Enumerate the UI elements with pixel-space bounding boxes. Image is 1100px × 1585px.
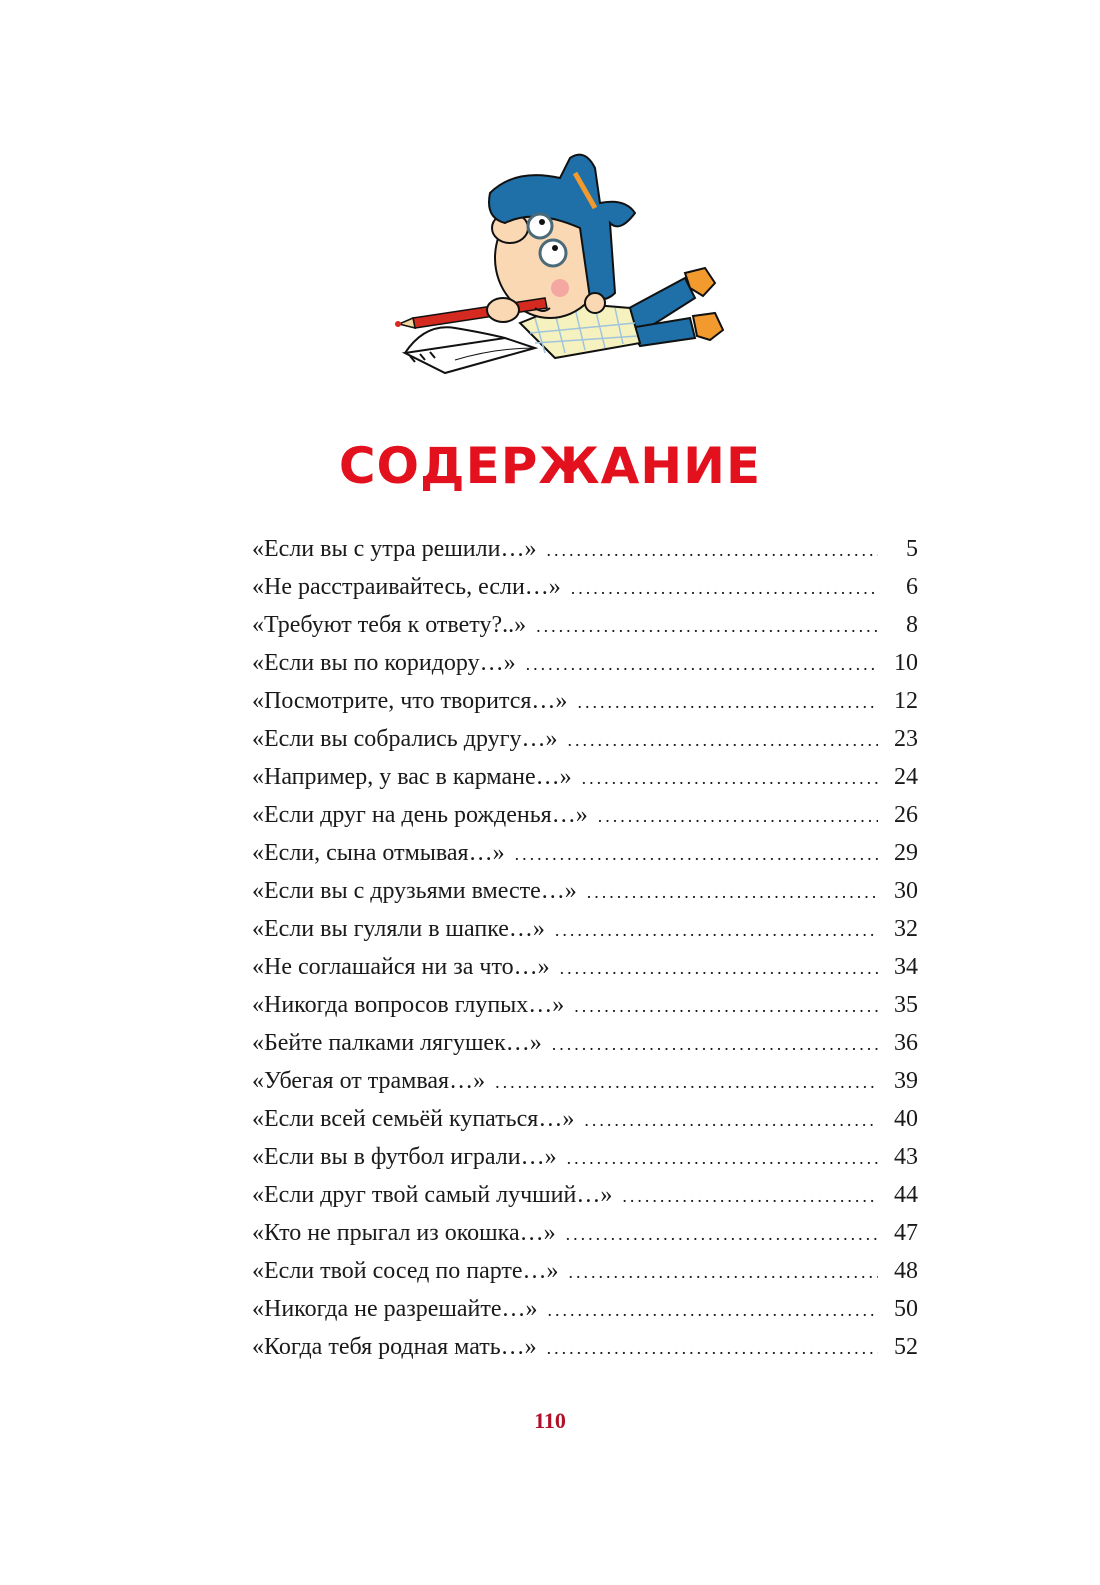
toc-entry-title: «Никогда вопросов глупых…» <box>252 992 565 1018</box>
toc-entry-page: 47 <box>894 1220 918 1246</box>
toc-entry[interactable] <box>252 872 918 910</box>
dot-leader <box>574 987 878 1025</box>
toc-entry-title: «Никогда не разрешайте…» <box>252 1296 538 1322</box>
dot-leader <box>584 1101 878 1139</box>
toc-entry-title: «Если твой сосед по парте…» <box>252 1258 559 1284</box>
toc-entry-page: 30 <box>894 878 918 904</box>
toc-entry-title: «Если вы в футбол играли…» <box>252 1144 557 1170</box>
toc-entry[interactable] <box>252 910 918 948</box>
toc-entry-page: 6 <box>906 574 918 600</box>
toc-entry[interactable] <box>252 986 918 1024</box>
dot-leader <box>571 569 878 607</box>
toc-entry[interactable] <box>252 1214 918 1252</box>
toc-entry-page: 24 <box>894 764 918 790</box>
dot-leader <box>548 1291 878 1329</box>
toc-entry[interactable] <box>252 644 918 682</box>
toc-entry[interactable] <box>252 1024 918 1062</box>
cartoon-boy-writing-icon <box>385 148 735 378</box>
toc-entry-title: «Если вы собрались другу…» <box>252 726 558 752</box>
dot-leader <box>582 759 878 797</box>
toc-entry[interactable] <box>252 606 918 644</box>
toc-entry-page: 23 <box>894 726 918 752</box>
toc-entry[interactable] <box>252 796 918 834</box>
dot-leader <box>555 911 878 949</box>
toc-entry-title: «Если вы гуляли в шапке…» <box>252 916 545 942</box>
table-of-contents <box>252 530 918 1366</box>
toc-entry-page: 32 <box>894 916 918 942</box>
toc-entry[interactable] <box>252 948 918 986</box>
toc-entry[interactable] <box>252 1138 918 1176</box>
page-title: СОДЕРЖАНИЕ <box>338 437 762 495</box>
toc-entry-title: «Если друг твой самый лучший…» <box>252 1182 613 1208</box>
toc-entry[interactable] <box>252 1062 918 1100</box>
toc-entry[interactable] <box>252 1290 918 1328</box>
toc-entry-page: 8 <box>906 612 918 638</box>
dot-leader <box>567 1139 878 1177</box>
toc-entry[interactable] <box>252 1252 918 1290</box>
toc-entry-page: 44 <box>894 1182 918 1208</box>
toc-entry-title: «Требуют тебя к ответу?..» <box>252 612 527 638</box>
dot-leader <box>577 683 878 721</box>
dot-leader <box>560 949 878 987</box>
dot-leader <box>515 835 878 873</box>
toc-entry[interactable] <box>252 1176 918 1214</box>
toc-entry-page: 34 <box>894 954 918 980</box>
toc-entry-title: «Если всей семьёй купаться…» <box>252 1106 575 1132</box>
toc-entry[interactable] <box>252 1100 918 1138</box>
toc-entry[interactable] <box>252 568 918 606</box>
toc-entry-page: 29 <box>894 840 918 866</box>
dot-leader <box>526 645 878 683</box>
toc-entry-page: 12 <box>894 688 918 714</box>
toc-entry-page: 39 <box>894 1068 918 1094</box>
dot-leader <box>569 1253 878 1291</box>
dot-leader <box>536 607 878 645</box>
toc-entry-title: «Если друг на день рожденья…» <box>252 802 588 828</box>
toc-entry[interactable] <box>252 834 918 872</box>
dot-leader <box>587 873 878 911</box>
dot-leader <box>495 1063 878 1101</box>
dot-leader <box>547 1329 878 1367</box>
toc-entry-title: «Если вы по коридору…» <box>252 650 516 676</box>
toc-entry[interactable] <box>252 530 918 568</box>
toc-entry-page: 35 <box>894 992 918 1018</box>
toc-entry-page: 40 <box>894 1106 918 1132</box>
toc-entry-page: 5 <box>906 536 918 562</box>
toc-entry-title: «Убегая от трамвая…» <box>252 1068 486 1094</box>
toc-entry-title: «Бейте палками лягушек…» <box>252 1030 542 1056</box>
toc-entry[interactable] <box>252 1328 918 1366</box>
dot-leader <box>552 1025 878 1063</box>
toc-entry-page: 48 <box>894 1258 918 1284</box>
toc-entry-page: 50 <box>894 1296 918 1322</box>
toc-entry-page: 10 <box>894 650 918 676</box>
toc-entry-title: «Если, сына отмывая…» <box>252 840 505 866</box>
toc-entry[interactable] <box>252 720 918 758</box>
toc-entry-title: «Например, у вас в кармане…» <box>252 764 572 790</box>
toc-entry-title: «Не соглашайся ни за что…» <box>252 954 550 980</box>
dot-leader <box>622 1177 878 1215</box>
toc-entry-page: 36 <box>894 1030 918 1056</box>
toc-entry-page: 26 <box>894 802 918 828</box>
toc-entry-title: «Если вы с друзьями вместе…» <box>252 878 577 904</box>
dot-leader <box>566 1215 878 1253</box>
toc-entry-title: «Не расстраивайтесь, если…» <box>252 574 561 600</box>
dot-leader <box>598 797 878 835</box>
dot-leader <box>546 531 878 569</box>
toc-entry-title: «Если вы с утра решили…» <box>252 536 537 562</box>
toc-entry[interactable] <box>252 758 918 796</box>
toc-entry-title: «Посмотрите, что творится…» <box>252 688 568 714</box>
toc-entry-title: «Кто не прыгал из окошка…» <box>252 1220 556 1246</box>
page-number: 110 <box>534 1408 566 1433</box>
toc-entry-page: 52 <box>894 1334 918 1360</box>
toc-entry-title: «Когда тебя родная мать…» <box>252 1334 537 1360</box>
toc-entry[interactable] <box>252 682 918 720</box>
dot-leader <box>567 721 878 759</box>
toc-entry-page: 43 <box>894 1144 918 1170</box>
